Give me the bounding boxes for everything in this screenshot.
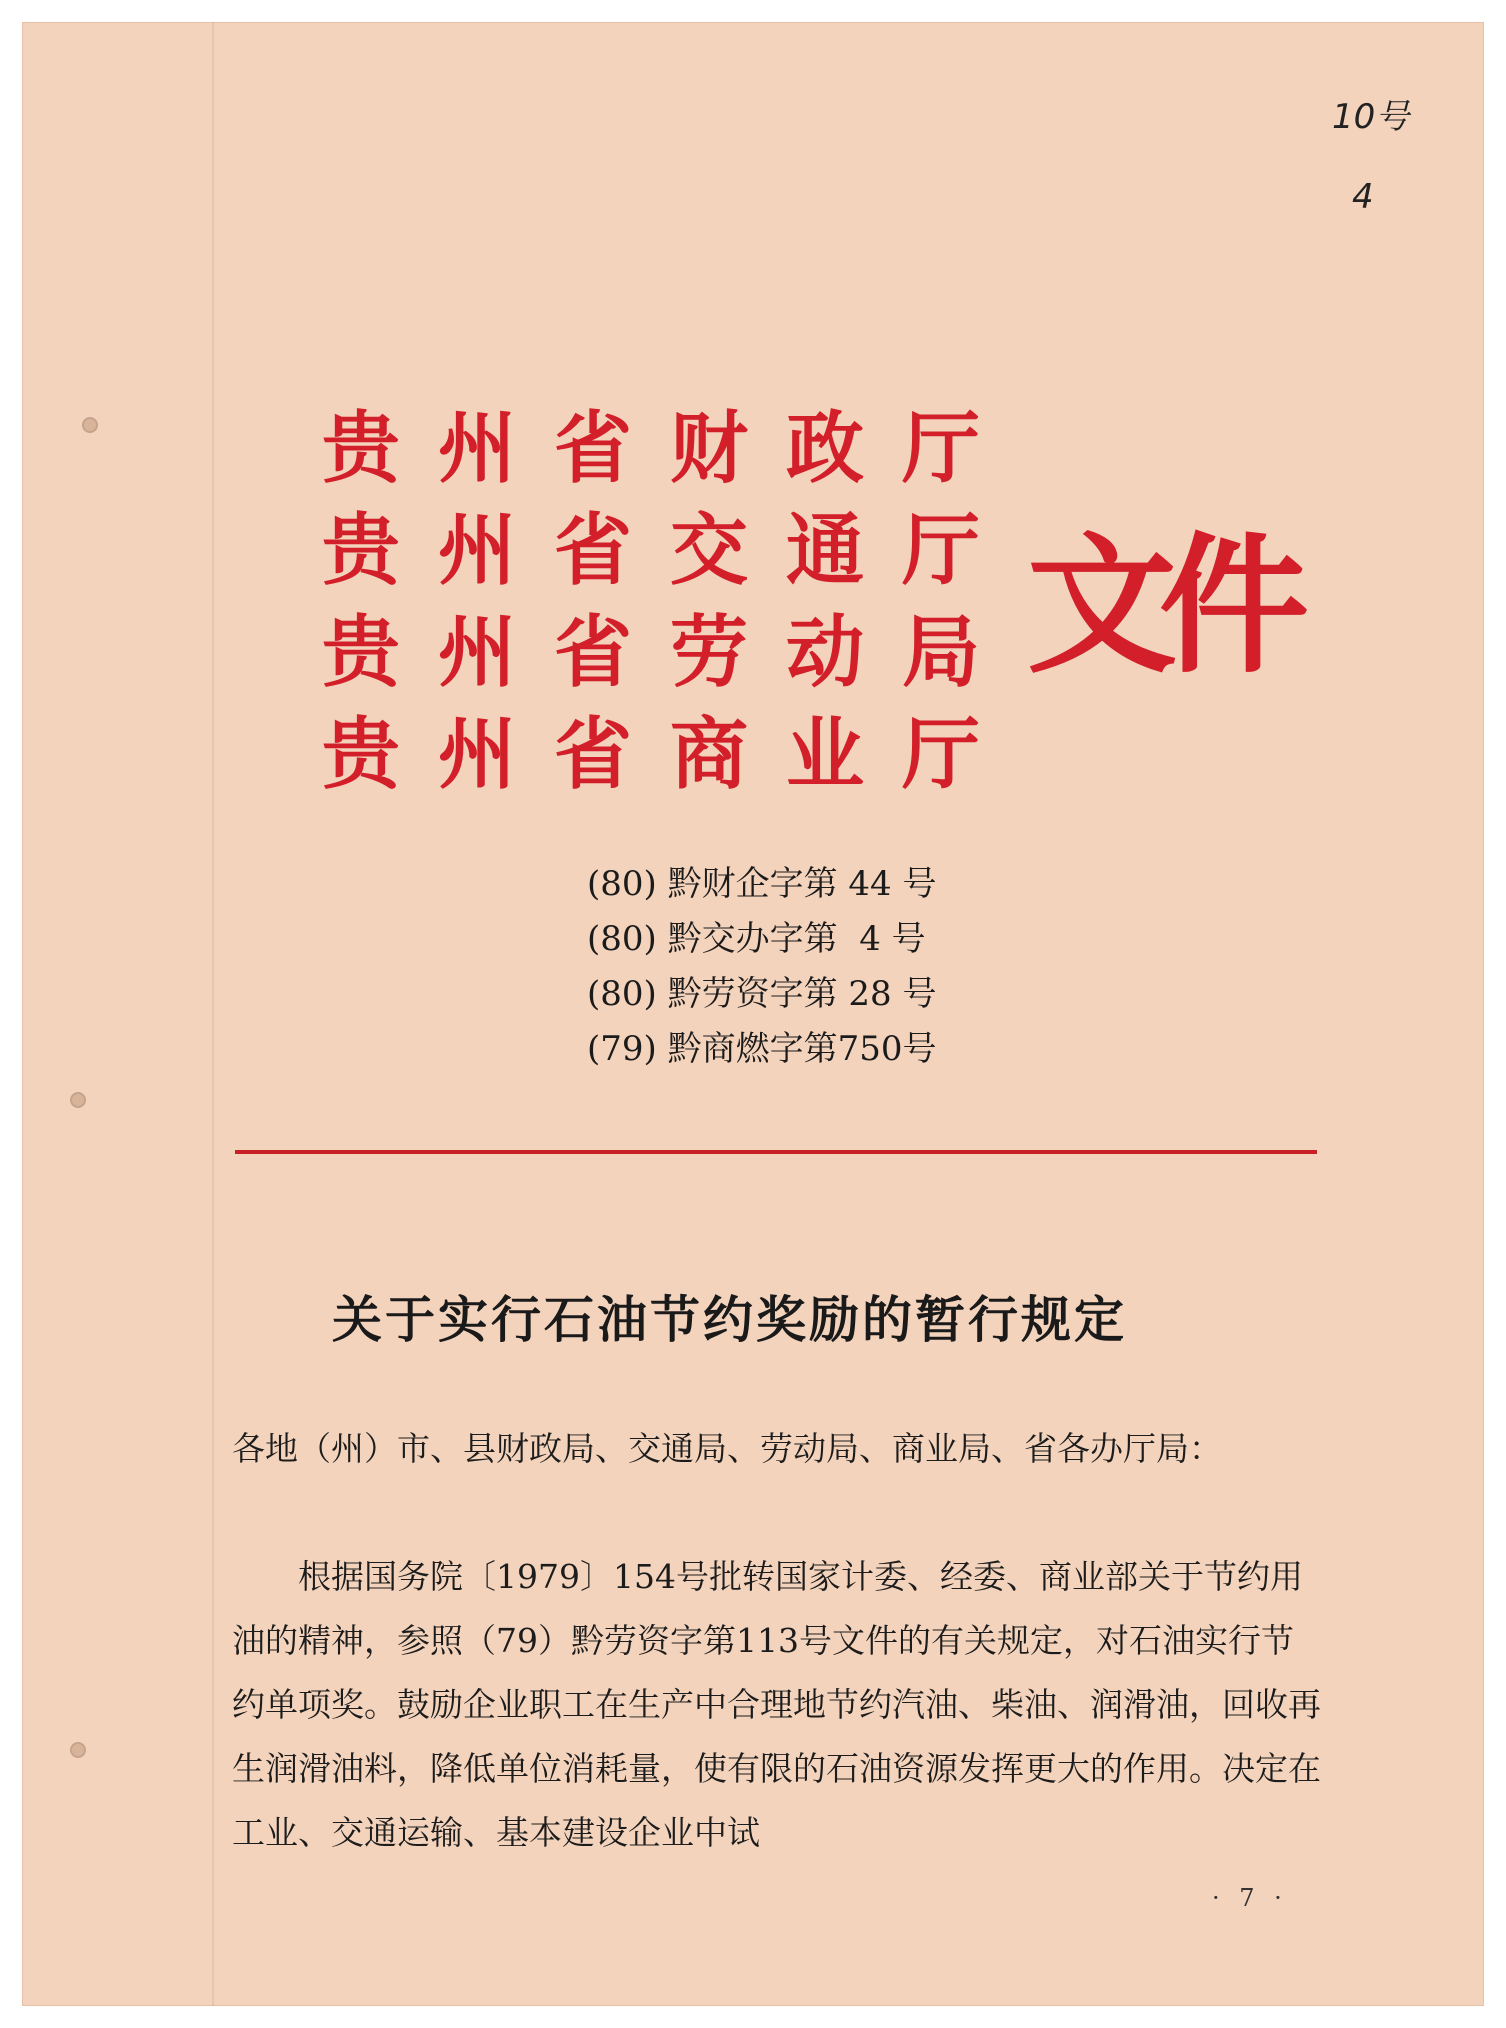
- document-page: [22, 22, 1484, 2006]
- handwritten-note-line1: 10号: [1332, 97, 1410, 137]
- addressee-line: 各地（州）市、县财政局、交通局、劳动局、商业局、省各办厅局：: [232, 1429, 1222, 1468]
- doc-number-commerce: (79) 黔商燃字第750号: [587, 1029, 937, 1069]
- binding-hole: [82, 417, 98, 433]
- binding-hole: [70, 1742, 86, 1758]
- letterhead-org-commerce: 贵州省商业厅: [322, 710, 1019, 800]
- doc-number-labor: (80) 黔劳资字第 28 号: [587, 974, 937, 1014]
- doc-number-transport: (80) 黔交办字第 4 号: [587, 919, 926, 959]
- letterhead-org-finance: 贵州省财政厅: [322, 404, 1019, 494]
- handwritten-note-line2: 4: [1352, 177, 1374, 217]
- page-fold-line: [212, 22, 214, 2006]
- document-title: 关于实行石油节约奖励的暂行规定: [332, 1291, 1127, 1349]
- page-number: · 7 ·: [1212, 1884, 1288, 1912]
- letterhead-org-transport: 贵州省交通厅: [322, 506, 1019, 596]
- doc-number-finance: (80) 黔财企字第 44 号: [587, 864, 937, 904]
- header-separator-rule: [235, 1150, 1317, 1154]
- body-paragraph: 根据国务院〔1979〕154号批转国家计委、经委、商业部关于节约用油的精神，参照（79）黔劳资字第113号文件的有关规定，对石油实行节约单项奖。鼓励企业职工在生产中合理地节约汽油、柴油、润滑油，回收再生润滑油料，降低单位消耗量，使有限的石油资源发挥更大的作用。决定在工业、交通运输、基本建设企业中试: [232, 1557, 1321, 1852]
- binding-hole: [70, 1092, 86, 1108]
- letterhead-document-word: 文件: [1027, 520, 1292, 694]
- letterhead-org-labor: 贵州省劳动局: [322, 608, 1019, 698]
